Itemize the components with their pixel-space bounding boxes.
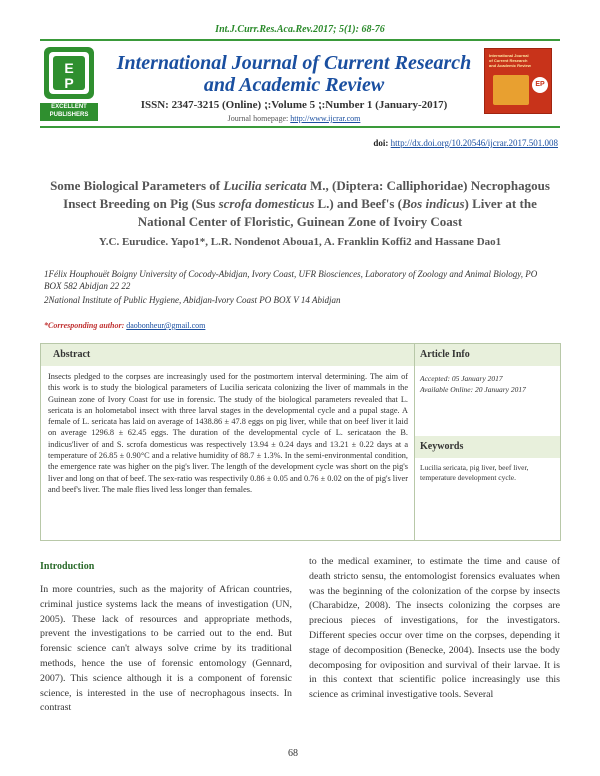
doi-link[interactable]: http://dx.doi.org/10.20546/ijcrar.2017.501.008 [390,138,558,148]
accepted-date: Accepted: 05 January 2017 [420,374,503,383]
available-online-date: Available Online: 20 January 2017 [420,385,526,394]
article-info-heading: Article Info [420,349,470,360]
journal-homepage [112,114,476,123]
abstract-header-bar [41,344,414,366]
cover-badge-icon: EP [532,77,548,93]
journal-cover-thumbnail [484,48,552,114]
introduction-right-column: to the medical examiner, to estimate the time and cause of death stricto sensu, the entomologist forensics evaluates when was the beginning of the colonization of the corpse by insects (Charabidze, 2008). The insects colonizing the corpses are precious pieces of investigations, for the investigators. Different species occur over time on the corpses, depending it stage of decomposition (Benecke, 2004). Insects use the body decomposing for oviposition and survival of their larvae. It is in this context that scientific police increasingly use this science as criminal investigative tools. Several [309,556,560,701]
keywords-header-bar [415,436,560,458]
cover-image [493,75,529,105]
publisher-logo [40,47,98,121]
cover-title-text: International Journal of Current Research and Academic Review [489,53,531,68]
keywords-text: Lucilia sericata, pig liver, beef liver, temperature development cycle. [420,463,529,482]
affiliation-2: 2National Institute of Public Hygiene, Abidjan-Ivory Coast PO BOX V 14 Abidjan [44,295,341,305]
corresponding-author [44,321,205,330]
author-list: Y.C. Eurudice. Yapo1*, L.R. Nondenot Aboua1, A. Franklin Koffi2 and Hassane Dao1 [98,236,502,248]
logo-letter-p: P [64,75,74,91]
introduction-left-column: In more countries, such as the majority of African countries, criminal justice systems lack the means of investigation (UN, 2005). These lack of resources and appropriate methods, prevent the investigations to be carried out to the end. But forensic science can't always solve crime by its traditional methods, hence the use of forensic entomology (Gennard, 2007). This science although it is a component of forensic science, is interested in the use of necrophagous insects. In contrast [40,584,292,714]
corresponding-email-link[interactable]: daobonheur@gmail.com [126,321,206,330]
doi-line [373,138,558,148]
page-number: 68 [288,748,298,759]
header-rule-bottom [40,126,560,128]
doi-label: doi: [373,138,389,148]
introduction-heading: Introduction [40,561,95,572]
logo-caption: EXCELLENT PUBLISHERS [49,104,89,118]
corresponding-label: *Corresponding author: [44,321,125,330]
header-rule-top [40,39,560,41]
abstract-heading: Abstract [53,349,91,360]
issn-line: ISSN: 2347-3215 (Online) ⁏:Volume 5 ⁏:Number 1 (January-2017) [140,99,448,111]
article-info-header-bar [415,344,560,366]
keywords-heading: Keywords [420,441,464,452]
homepage-link[interactable]: http://www.ijcrar.com [290,114,361,123]
abstract-text: Insects pledged to the corpses are increasingly used for the postmortem interval determining. The aim of this work is to study the biological parameters of Lucilia sericata colonizing the liver of mammals in the Guinean zone of Ivory Coast for use in forensic. The study of the biological parameters revealed that L. sericata is an holometabol insect with three larval stages in the developmental cycle and a pupal stage. A female of L. sericata has laid on average of 1438.86 ± 47.8 eggs on pig liver, while that on beef liver it laid on average 1296.8 ± 62.45 eggs. The duration of the developmental cycle of L. sericataon the B. indicus'liver of and S. scrofa domesticus was respectively 13.94 ± 0.24 days and 13.21 ± 0.22 days at a temperature of 26.85 ± 0.90°C and a relative humidity of 88.7 ± 1.3%. In the semi-environmental condition, the emergence rate was higher on the pig's liver. The length of the development cycle was short on the pig's liver and long on that of beef. The sex-ratio was respectivily 0.86 ± 0.05 and 0.76 ± 0.02 on the of pig's liver and beef's liver. The male flies lived less longer than females. [48,372,408,494]
logo-letter-e: E [64,60,74,76]
running-head: Int.J.Curr.Res.Aca.Rev.2017; 5(1): 68-76 [215,24,385,35]
affiliation-1: 1Félix Houphouët Boigny University of Cocody-Abidjan, Ivory Coast, UFR Biosciences, Laboratory of Zoology and Animal Biology, PO BOX 582 Abidjan 22 22 [44,269,538,291]
paper-title: Some Biological Parameters of Lucilia sericata M., (Diptera: Calliphoridae) Necrophagous Insect Breeding on Pig (Sus scrofa domesticus L.) and Beef's (Bos indicus) Liver at the National Center of Floristic, Guinean Zone of Ivoiry Coast [50,178,550,229]
journal-title: International Journal of Current Research and Academic Review [116,52,472,96]
homepage-label: Journal homepage: [227,114,289,123]
